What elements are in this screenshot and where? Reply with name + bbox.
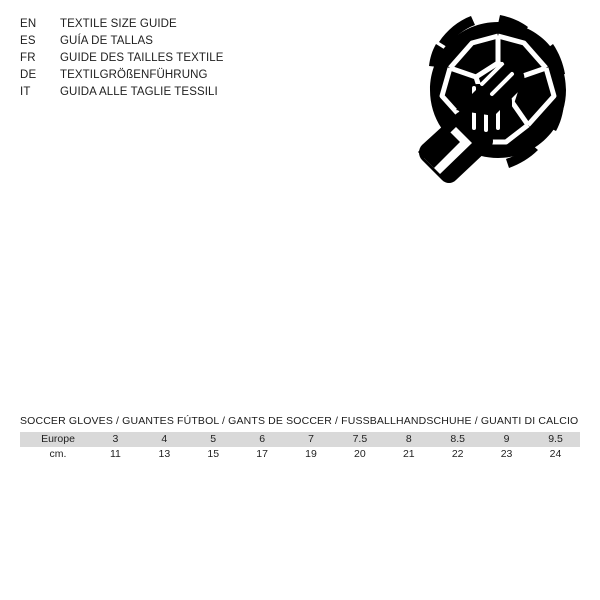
legend-language-label: GUIDE DES TAILLES TEXTILE bbox=[60, 52, 224, 64]
table-cell: 24 bbox=[549, 448, 562, 460]
table-cell: 15 bbox=[207, 448, 220, 460]
table-cell: 19 bbox=[305, 448, 317, 460]
table-cell: 5 bbox=[210, 433, 217, 445]
legend-row bbox=[20, 67, 320, 84]
legend-language-label: TEXTILGRÖßENFÜHRUNG bbox=[60, 69, 208, 81]
legend-language-label: GUIDA ALLE TAGLIE TESSILI bbox=[60, 86, 218, 98]
table-cell: 3 bbox=[112, 433, 119, 445]
size-table bbox=[20, 432, 580, 462]
table-cell: 22 bbox=[451, 448, 464, 460]
legend-language-code: DE bbox=[20, 69, 37, 81]
table-cell: 20 bbox=[354, 448, 366, 460]
table-cell: 17 bbox=[256, 448, 268, 460]
table-cell: 21 bbox=[402, 448, 415, 460]
language-legend bbox=[20, 16, 320, 101]
table-row-header: Europe bbox=[41, 433, 75, 445]
legend-language-code: FR bbox=[20, 52, 36, 64]
table-cell: 6 bbox=[259, 433, 266, 445]
legend-language-code: ES bbox=[20, 35, 36, 47]
legend-row bbox=[20, 33, 320, 50]
legend-row bbox=[20, 50, 320, 67]
legend-language-label: TEXTILE SIZE GUIDE bbox=[60, 18, 177, 30]
table-cell: 11 bbox=[109, 448, 121, 460]
table-cell: 4 bbox=[161, 433, 168, 445]
legend-row bbox=[20, 16, 320, 33]
table-row bbox=[20, 447, 580, 462]
table-cell: 8.5 bbox=[450, 433, 465, 445]
table-cell: 13 bbox=[158, 448, 171, 460]
table-cell: 7.5 bbox=[352, 433, 368, 445]
table-cell: 23 bbox=[500, 448, 513, 460]
table-cell: 7 bbox=[308, 433, 314, 445]
table-cell: 9 bbox=[503, 433, 510, 445]
size-table-title: SOCCER GLOVES / GUANTES FÚTBOL / GANTS DE SOCCER / FUSSBALLHANDSCHUHE / GUANTI DI CALCIO bbox=[20, 415, 579, 427]
table-row bbox=[20, 432, 580, 447]
table-cell: 9.5 bbox=[548, 433, 563, 445]
size-table-block bbox=[20, 415, 580, 462]
goalkeeper-glove-and-ball-icon bbox=[398, 6, 588, 196]
legend-language-code: IT bbox=[20, 86, 31, 98]
legend-row bbox=[20, 84, 320, 101]
table-cell: 8 bbox=[405, 433, 412, 445]
legend-language-code: EN bbox=[20, 18, 37, 30]
legend-language-label: GUÍA DE TALLAS bbox=[60, 35, 154, 47]
table-row-header: cm. bbox=[49, 448, 67, 460]
